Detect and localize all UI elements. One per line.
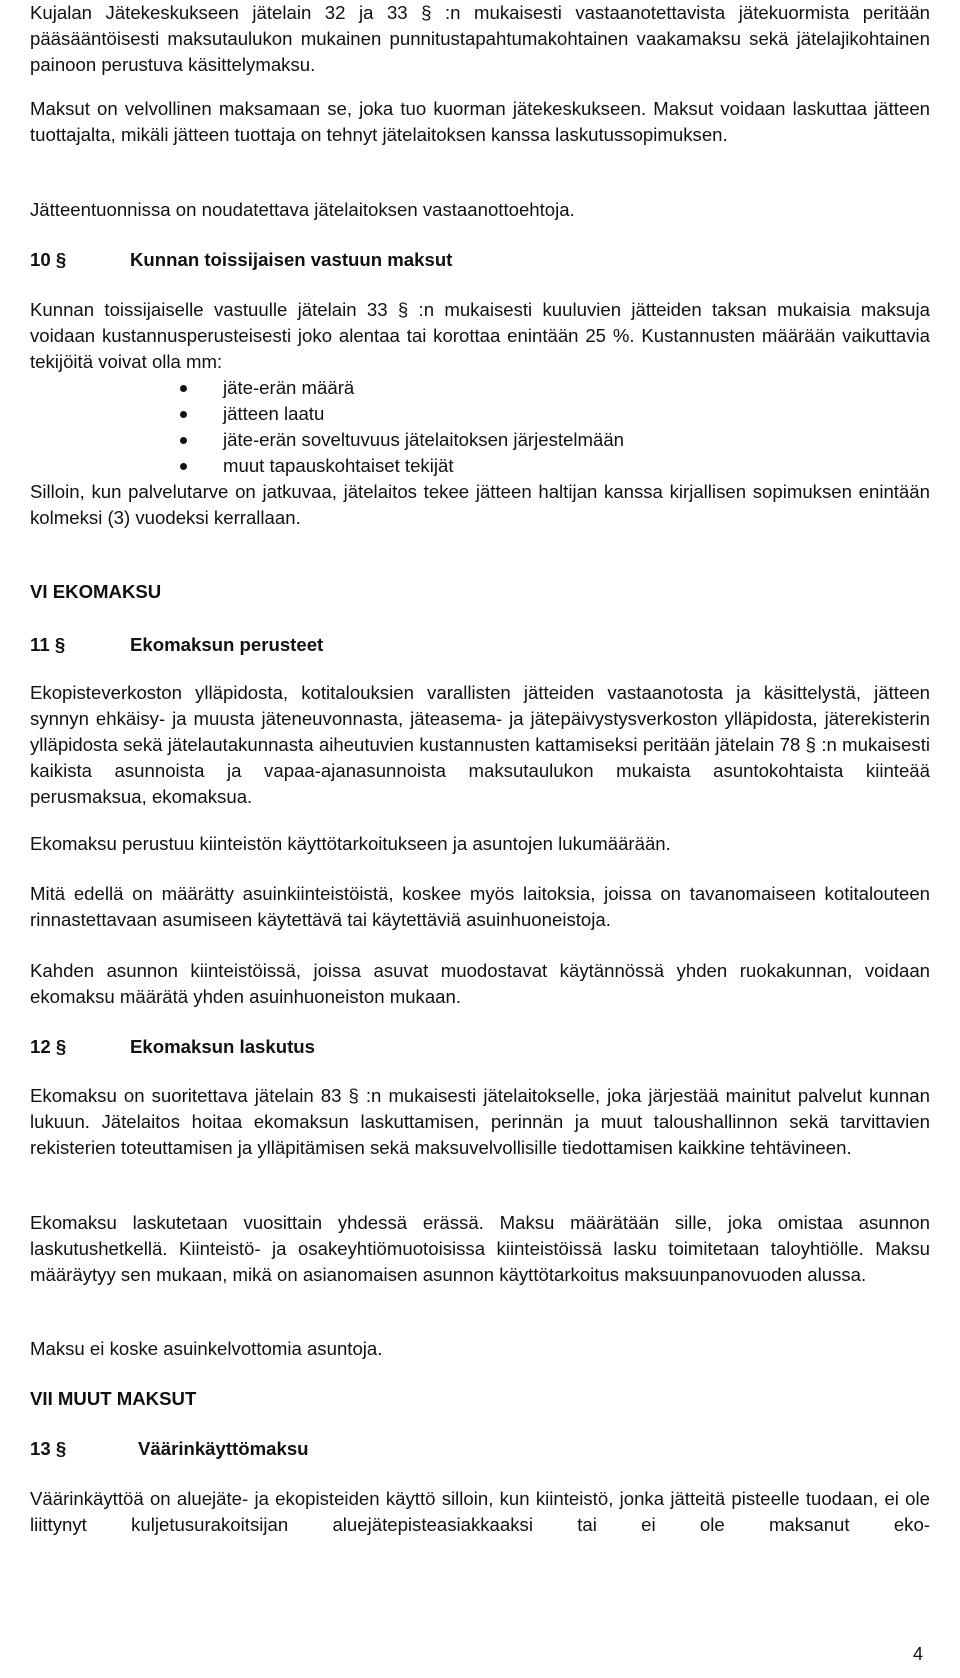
section-number: 10 § — [30, 249, 67, 270]
section-heading-13 — [30, 1436, 309, 1462]
paragraph: Kahden asunnon kiinteistöissä, joissa asuvat muodostavat käytännössä yhden ruokakunnan, voidaan ekomaksu määrätä yhden asuinhuoneiston mukaan. — [30, 960, 930, 1007]
section-title: Ekomaksun perusteet — [130, 634, 324, 655]
chapter-heading-vii: VII MUUT MAKSUT — [30, 1388, 197, 1409]
paragraph: Ekomaksu laskutetaan vuosittain yhdessä erässä. Maksu määrätään sille, joka omistaa asunnon laskutushetkellä. Kiinteistö- ja osakeyhtiömuotoisissa kiinteistöissä lasku toimitetaan taloyhtiölle. Maksu määräytyy sen mukaan, mikä on asianomaisen asunnon käyttötarkoitus maksuunpanovuoden alussa. — [30, 1212, 930, 1285]
list-item: jätteen laatu — [30, 401, 930, 427]
section-title: Ekomaksun laskutus — [130, 1036, 315, 1057]
bullet-icon — [180, 437, 187, 444]
list-item: muut tapauskohtaiset tekijät — [30, 453, 930, 479]
bullet-icon — [180, 463, 187, 470]
paragraph: Kunnan toissijaiselle vastuulle jätelain 33 § :n mukaisesti kuuluvien jätteiden taksan mukaisia maksuja voidaan kustannusperusteisesti joko alentaa tai korottaa enintään 25 %. Kustannusten määrään vaikuttavia tekijöitä voivat olla mm: — [30, 299, 930, 372]
section-heading-12 — [30, 1034, 315, 1060]
section-number: 11 § — [30, 634, 66, 655]
page-number: 4 — [913, 1644, 924, 1664]
paragraph: Väärinkäyttöä on aluejäte- ja ekopisteiden käyttö silloin, kun kiinteistö, jonka jätteitä pisteelle tuodaan, ei ole liittynyt kuljetusurakoitsijan aluejätepisteasiakkaaksi tai ei ole maksanut eko- — [30, 1488, 930, 1535]
paragraph: Maksu ei koske asuinkelvottomia asuntoja. — [30, 1338, 383, 1359]
list-item: jäte-erän soveltuvuus jätelaitoksen järjestelmään — [30, 427, 930, 453]
paragraph: Ekopisteverkoston ylläpidosta, kotitalouksien varallisten jätteiden vastaanotosta ja käsittelystä, jätteen synnyn ehkäisy- ja muusta jäteneuvonnasta, jäteasema- ja jätepäivystysverkoston ylläpidosta, jäterekisterin ylläpidosta sekä jätelautakunnasta aiheutuvien kustannusten kattamiseksi peritään jätelain 78 § :n mukaisesti kaikista asunnoista ja vapaa-ajanasunnoista maksutaulukon mukaista asuntokohtaista kiinteää perusmaksua, ekomaksua. — [30, 682, 930, 807]
section-number: 12 § — [30, 1036, 67, 1057]
section-heading-10 — [30, 247, 452, 273]
section-heading-11 — [30, 632, 323, 658]
paragraph: Ekomaksu on suoritettava jätelain 83 § :n mukaisesti jätelaitokselle, joka järjestää mainitut palvelut kunnan lukuun. Jätelaitos hoitaa ekomaksun laskuttamisen, perinnän ja muut taloushallinnon sekä tarvittavien rekisterien toteuttamisen ja ylläpitämisen sekä maksuvelvollisille tiedottamisen kaikkine tehtävineen. — [30, 1085, 930, 1158]
paragraph: Ekomaksu perustuu kiinteistön käyttötarkoitukseen ja asuntojen lukumäärään. — [30, 833, 671, 854]
paragraph: Jätteentuonnissa on noudatettava jätelaitoksen vastaanottoehtoja. — [30, 199, 575, 220]
paragraph: Silloin, kun palvelutarve on jatkuvaa, jätelaitos tekee jätteen haltijan kanssa kirjallisen sopimuksen enintään kolmeksi (3) vuodeksi kerrallaan. — [30, 481, 930, 528]
bullet-icon — [180, 411, 187, 418]
section-title: Väärinkäyttömaksu — [138, 1438, 309, 1459]
bullet-icon — [180, 385, 187, 392]
chapter-heading-vi: VI EKOMAKSU — [30, 581, 162, 602]
section-number: 13 § — [30, 1438, 67, 1459]
paragraph: Kujalan Jätekeskukseen jätelain 32 ja 33 § :n mukaisesti vastaanotettavista jätekuormista peritään pääsääntöisesti maksutaulukon mukainen punnitustapahtumakohtainen vaakamaksu sekä jätelajikohtainen painoon perustuva käsittelymaksu. — [30, 2, 930, 75]
list-item: jäte-erän määrä — [30, 375, 930, 401]
paragraph: Mitä edellä on määrätty asuinkiinteistöistä, koskee myös laitoksia, joissa on tavanomaiseen kotitalouteen rinnastettavaan asumiseen käytettävä tai käytettäviä asuinhuoneistoja. — [30, 883, 930, 930]
bullet-list — [30, 375, 930, 479]
paragraph: Maksut on velvollinen maksamaan se, joka tuo kuorman jätekeskukseen. Maksut voidaan laskuttaa jätteen tuottajalta, mikäli jätteen tuottaja on tehnyt jätelaitoksen kanssa laskutussopimuksen. — [30, 98, 930, 145]
section-title: Kunnan toissijaisen vastuun maksut — [130, 249, 453, 270]
